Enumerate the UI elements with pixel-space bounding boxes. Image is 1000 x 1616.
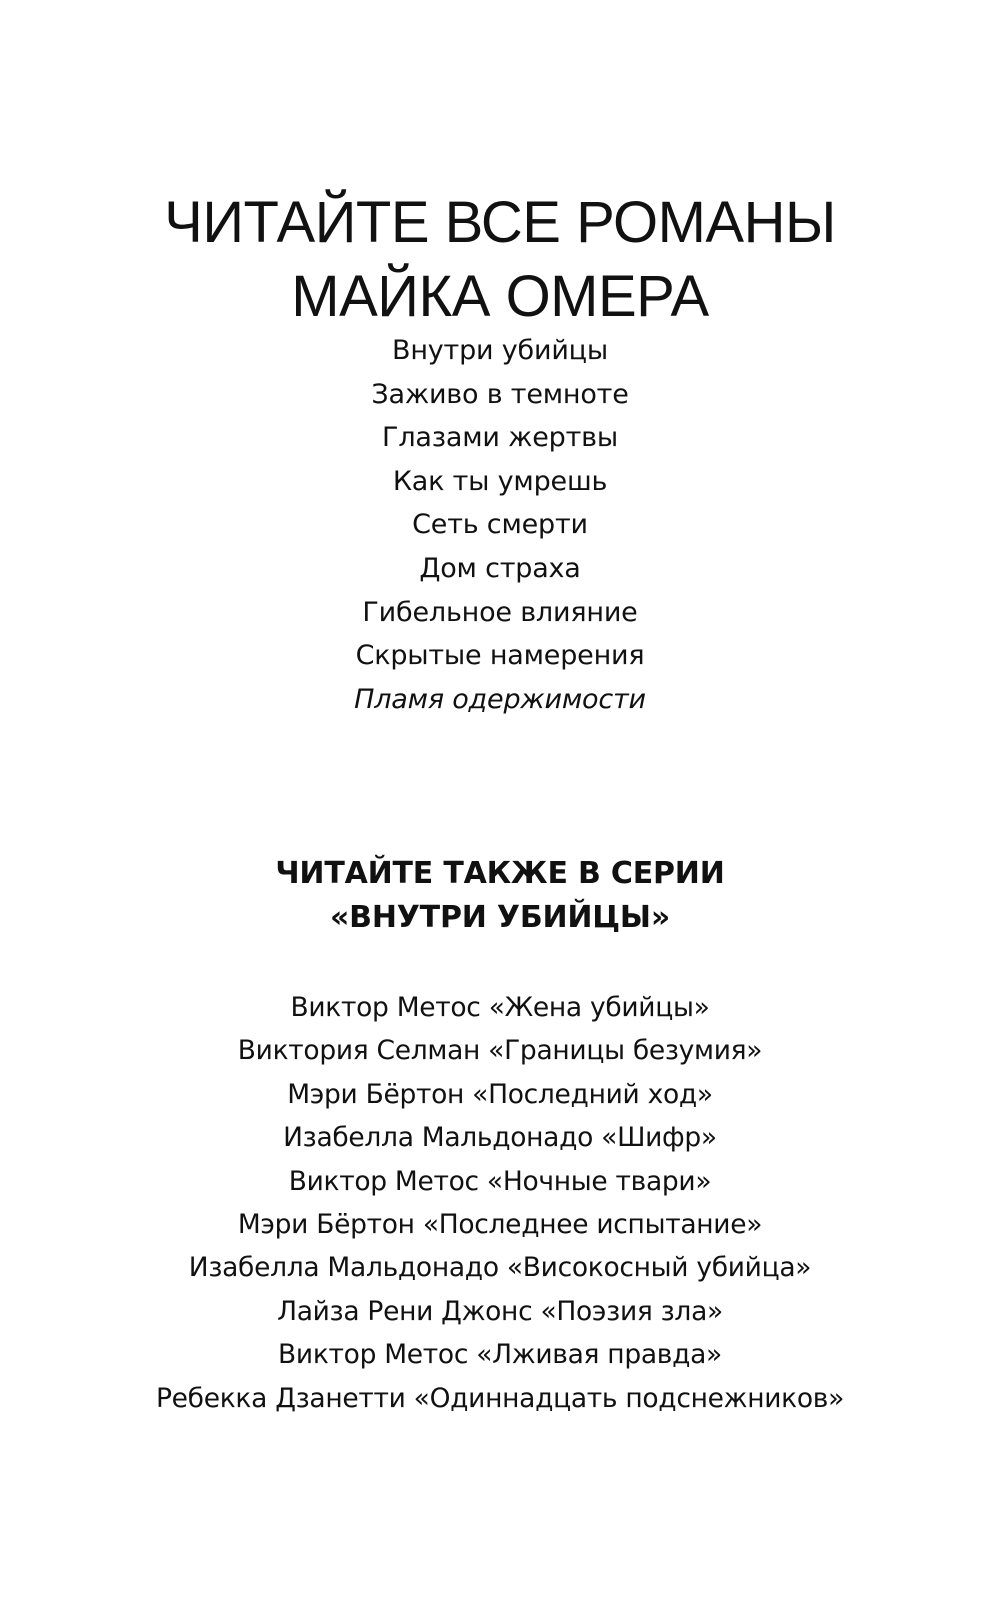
series-book-entry: Изабелла Мальдонадо «Шифр» [283, 1122, 717, 1154]
book-title-italic: Пламя одержимости [354, 683, 646, 715]
author-books-list [0, 329, 1000, 721]
page-title-line-1: ЧИТАЙТЕ ВСЕ РОМАНЫ [164, 190, 836, 255]
page-title-line-2: МАЙКА ОМЕРА [291, 264, 709, 329]
series-book-entry: Виктор Метос «Ночные твари» [288, 1165, 712, 1197]
series-heading-line-1: ЧИТАЙТЕ ТАКЖЕ В СЕРИИ [275, 856, 725, 891]
series-book-entry: Виктор Метос «Лживая правда» [278, 1339, 722, 1371]
book-title: Как ты умрешь [392, 465, 608, 497]
series-book-entry: Лайза Рени Джонс «Поэзия зла» [277, 1295, 723, 1327]
book-title: Гибельное влияние [362, 596, 638, 628]
book-title: Глазами жертвы [382, 422, 618, 454]
series-book-entry: Мэри Бёртон «Последнее испытание» [237, 1209, 763, 1241]
series-books-list [0, 986, 1000, 1420]
page-title [0, 186, 1000, 334]
series-book-entry: Изабелла Мальдонадо «Високосный убийца» [188, 1252, 812, 1284]
book-title: Дом страха [419, 552, 581, 584]
book-title: Заживо в темноте [371, 378, 629, 410]
book-title: Внутри убийцы [392, 335, 608, 366]
series-heading-line-2: «ВНУТРИ УБИЙЦЫ» [330, 900, 670, 935]
series-book-entry: Виктория Селман «Границы безумия» [237, 1035, 763, 1067]
book-title: Сеть смерти [412, 509, 588, 541]
book-title: Скрытые намерения [355, 640, 645, 672]
series-book-entry: Виктор Метос «Жена убийцы» [290, 992, 710, 1023]
series-book-entry: Мэри Бёртон «Последний ход» [287, 1078, 713, 1110]
series-book-entry: Ребекка Дзанетти «Одиннадцать подснежников» [155, 1382, 844, 1414]
series-heading [0, 852, 1000, 940]
